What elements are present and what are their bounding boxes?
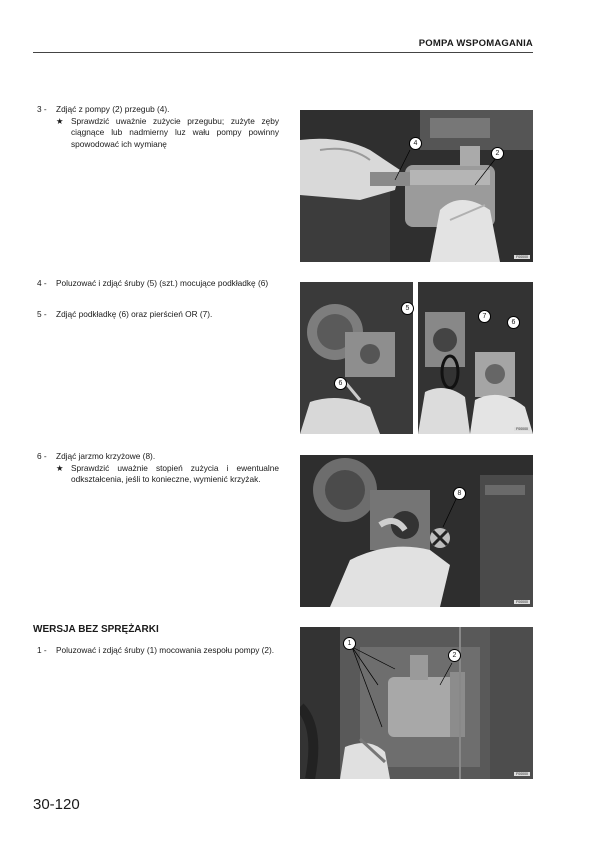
step-3 — [37, 104, 279, 150]
photo-illustration — [300, 110, 533, 262]
callout-8: 8 — [453, 487, 466, 500]
step-number: 1 - — [37, 645, 47, 655]
step-note — [56, 463, 279, 486]
star-icon: ★ — [56, 115, 64, 126]
callout-2: 2 — [491, 147, 504, 160]
step-text: Poluzować i zdjąć śruby (1) mocowania zespołu pompy (2). — [56, 645, 275, 655]
step-5 — [37, 309, 279, 321]
photo-illustration — [300, 455, 533, 607]
header-title: POMPA WSPOMAGANIA — [418, 38, 533, 49]
step-text: Zdjąć jarzmo krzyżowe (8). — [56, 451, 156, 461]
star-icon: ★ — [56, 462, 64, 473]
step-number: 5 - — [37, 309, 47, 319]
section-title: WERSJA BEZ SPRĘŻARKI — [33, 624, 159, 635]
callout-5: 5 — [401, 302, 414, 315]
step-number: 6 - — [37, 451, 47, 461]
photo-pump-joint — [300, 110, 533, 262]
note-text: Sprawdzić uważnie zużycie przegubu; zużyte zęby ciągnące lub nadmierny luz wału pompy powinny spowodować ich wymianę — [71, 115, 279, 149]
photo-cross-yoke — [300, 455, 533, 607]
header-divider — [33, 52, 533, 53]
callout-7: 7 — [478, 310, 491, 323]
step-number: 3 - — [37, 104, 47, 114]
callout-4: 4 — [409, 137, 422, 150]
photo-code: F00000 — [516, 772, 528, 776]
callout-6-left: 6 — [334, 377, 347, 390]
photo-illustration — [300, 627, 533, 779]
photo-code: F00000 — [516, 255, 528, 259]
step-4 — [37, 278, 279, 290]
photo-pump-mounting — [300, 627, 533, 779]
step-note — [56, 116, 279, 151]
callout-6-right: 6 — [507, 316, 520, 329]
photo-code: F00000 — [516, 600, 528, 604]
photo-washer-removal — [300, 282, 533, 434]
callout-1: 1 — [343, 637, 356, 650]
note-text: Sprawdzić uważnie stopień zużycia i ewentualne odkształcenia, jeśli to konieczne, wymienić krzyżak. — [71, 462, 279, 485]
step-6 — [37, 451, 279, 486]
photo-code: F00000 — [516, 427, 528, 431]
step-number: 4 - — [37, 278, 47, 288]
photo-illustration — [300, 282, 533, 434]
callout-2: 2 — [448, 649, 461, 662]
step-text: Zdjąć z pompy (2) przegub (4). — [56, 104, 170, 114]
step-1 — [37, 645, 279, 657]
page-number: 30-120 — [33, 796, 80, 813]
step-text: Poluzować i zdjąć śruby (5) (szt.) mocujące podkładkę (6) — [56, 278, 269, 288]
step-text: Zdjąć podkładkę (6) oraz pierścień OR (7). — [56, 309, 213, 319]
